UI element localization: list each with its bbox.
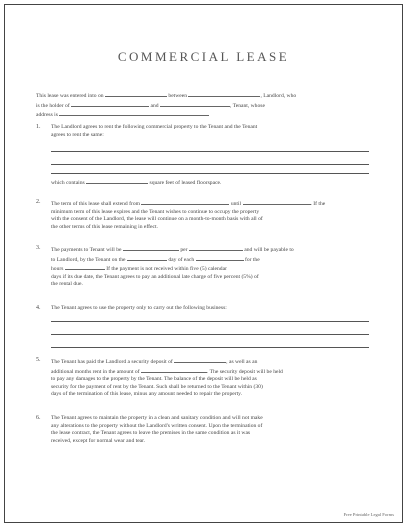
footer-credit: Free Printable Legal Forms: [343, 512, 394, 517]
section-text: The Tenant agrees to maintain the property in a clean and sanitary condition and will not make: [51, 415, 263, 421]
section-text: days of the termination of this lease, minus any amount needed to repair the property.: [51, 391, 243, 398]
address-blank[interactable]: [59, 110, 209, 116]
section-number: 2.: [36, 199, 41, 205]
intro-text: and: [150, 102, 159, 109]
section-text: until: [230, 201, 242, 207]
fill-line[interactable]: [51, 164, 369, 165]
section-number: 1.: [36, 124, 41, 130]
section-text: per: [180, 247, 188, 253]
section-2: [51, 199, 373, 231]
section-1: [51, 124, 371, 139]
start-date-blank[interactable]: [141, 199, 229, 205]
landlord-blank[interactable]: [188, 91, 260, 97]
section-3: [51, 245, 373, 289]
document-title: COMMERCIAL LEASE: [117, 49, 290, 64]
day-blank[interactable]: [127, 255, 167, 261]
section-text: the lease contract, the Tenant agrees to leave the premises in the same condition as it was: [51, 430, 251, 437]
section-text: The Tenant agrees to use the property only to carry out the following business:: [51, 305, 227, 311]
section-text: The Tenant has paid the Landlord a security deposit of: [51, 359, 173, 365]
section-5: [51, 357, 373, 399]
interval-blank[interactable]: [196, 255, 244, 261]
section-text: agrees to rent the same:: [51, 131, 104, 138]
lease-page: [4, 4, 403, 523]
fill-line[interactable]: [51, 151, 369, 152]
section-text: received, except for normal wear and tear.: [51, 437, 146, 444]
intro-text: This lease was entered into on: [36, 93, 104, 99]
section-text: with the consent of the Landlord, the lease will continue on a month-to-month basis with all of: [51, 216, 263, 223]
intro-paragraph: [36, 91, 376, 120]
section-number: 5.: [36, 357, 41, 363]
date-blank[interactable]: [105, 91, 167, 97]
section-text: the rental due.: [51, 281, 83, 288]
section-number: 4.: [36, 305, 41, 311]
section-text: . The security deposit will be held: [206, 368, 283, 375]
square-feet-blank[interactable]: [86, 178, 148, 184]
section-text: and will be payable to: [244, 247, 294, 253]
section-1-area: [51, 178, 371, 188]
end-date-blank[interactable]: [243, 199, 311, 205]
section-text: the other terms of this lease remaining in effect.: [51, 223, 158, 230]
section-text: If the payment is not received within five (5) calendar: [106, 266, 227, 273]
section-text: day of each: [168, 256, 195, 263]
hours-blank[interactable]: [65, 264, 105, 270]
holder-blank[interactable]: [71, 101, 149, 107]
fill-line[interactable]: [51, 173, 369, 174]
section-text: minimum term of this lease expires and the Tenant wishes to continue to occupy the property: [51, 208, 260, 215]
section-6: [51, 415, 373, 445]
tenant-blank[interactable]: [160, 101, 230, 107]
section-text: days if its due date, the Tenant agrees to pay an additional late charge of five percent (5%) of: [51, 273, 259, 280]
intro-text: is the holder of: [36, 102, 70, 109]
section-text: security for the payment of rent by the Tenant. Such shall be returned to the Tenant within (30): [51, 383, 263, 390]
period-blank[interactable]: [189, 245, 243, 251]
section-text: The Landlord agrees to rent the following commercial property to the Tenant and the Tenant: [51, 124, 258, 130]
intro-text: , Landlord, who: [260, 93, 297, 99]
deposit-blank[interactable]: [174, 357, 226, 363]
section-text: to Landlord, by the Tenant on the: [51, 256, 126, 263]
intro-text: , Tenant, whose: [230, 102, 265, 109]
section-text: The payments to Tenant will be: [51, 247, 122, 253]
section-number: 6.: [36, 415, 41, 421]
section-text: hours: [51, 266, 64, 273]
section-text: . If the: [310, 201, 326, 207]
section-text: which contains: [51, 180, 85, 186]
section-text: square feet of leased floorspace.: [149, 180, 222, 186]
section-text: any alterations to the property without the Landlord's written consent. Upon the termination of: [51, 422, 263, 429]
section-4: [51, 305, 373, 313]
additional-rent-blank[interactable]: [141, 367, 207, 373]
section-text: The term of this lease shall extend from: [51, 201, 141, 207]
fill-line[interactable]: [51, 334, 369, 335]
section-number: 3.: [36, 245, 41, 251]
fill-line[interactable]: [51, 347, 369, 348]
fill-line[interactable]: [51, 321, 369, 322]
rent-amount-blank[interactable]: [123, 245, 179, 251]
section-text: , as well as an: [226, 359, 258, 365]
intro-text: between: [168, 93, 188, 99]
section-text: additional months rent in the amount of: [51, 368, 140, 375]
section-text: to pay any damages to the property by the Tenant. The balance of the deposit will be held as: [51, 376, 257, 383]
section-text: for the: [244, 256, 260, 263]
intro-text: address is: [36, 112, 58, 119]
